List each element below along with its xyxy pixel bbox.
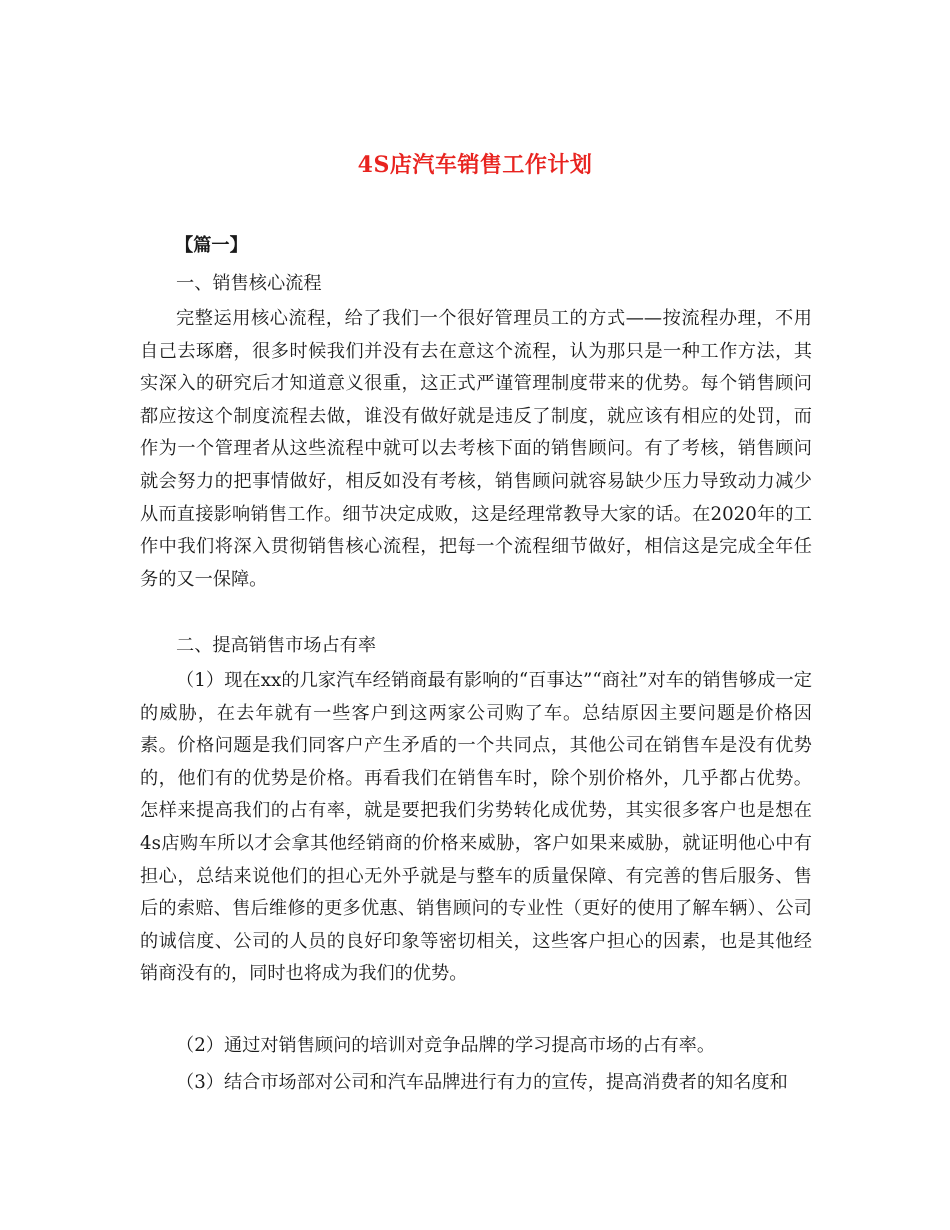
heading-core-process: 一、销售核心流程 bbox=[176, 273, 322, 294]
paragraph-market-share-3: （3）结合市场部对公司和汽车品牌进行有力的宣传，提高消费者的知名度和 bbox=[176, 1072, 788, 1093]
document-title: 4S店汽车销售工作计划 bbox=[357, 152, 593, 178]
paragraph-market-share-1: （1）现在xx的几家汽车经销商最有影响的“百事达”“商社”对车的销售够成一定的威胁，在去年就有一些客户到这两家公司购了车。总结原因主要问题是价格因素。价格问题是我们同客户产生矛盾的一个共同点，其他公司在销售车是没有优势的，他们有的优势是价格。再看我们在销售车时，除个别价格外，几乎都占优势。怎样来提高我们的占有率，就是要把我们劣势转化成优势，其实很多客户也是想在4s店购车所以才会拿其他经销商的价格来威胁，客户如果来威胁，就证明他心中有担心，总结来说他们的担心无外乎就是与整车的质量保障、有完善的售后服务、售后的索赔、售后维修的更多优惠、销售顾问的专业性（更好的使用了解车辆）、公司的诚信度、公司的人员的良好印象等密切相关，这些客户担心的因素，也是其他经销商没有的，同时也将成为我们的优势。 bbox=[140, 670, 812, 985]
heading-market-share: 二、提高销售市场占有率 bbox=[176, 635, 377, 656]
section-heading: 【篇一】 bbox=[175, 235, 248, 256]
paragraph-market-share-2: （2）通过对销售顾问的培训对竞争品牌的学习提高市场的占有率。 bbox=[176, 1035, 716, 1056]
paragraph-core-process: 完整运用核心流程，给了我们一个很好管理员工的方式——按流程办理，不用自己去琢磨，很多时候我们并没有去在意这个流程，认为那只是一种工作方法，其实深入的研究后才知道意义很重，这正式严谨管理制度带来的优势。每个销售顾问都应按这个制度流程去做，谁没有做好就是违反了制度，就应该有相应的处罚，而作为一个管理者从这些流程中就可以去考核下面的销售顾问。有了考核，销售顾问就会努力的把事情做好，相反如没有考核，销售顾问就容易缺少压力导致动力减少从而直接影响销售工作。细节决定成败，这是经理常教导大家的话。在2020年的工作中我们将深入贯彻销售核心流程，把每一个流程细节做好，相信这是完成全年任务的又一保障。 bbox=[140, 308, 812, 590]
